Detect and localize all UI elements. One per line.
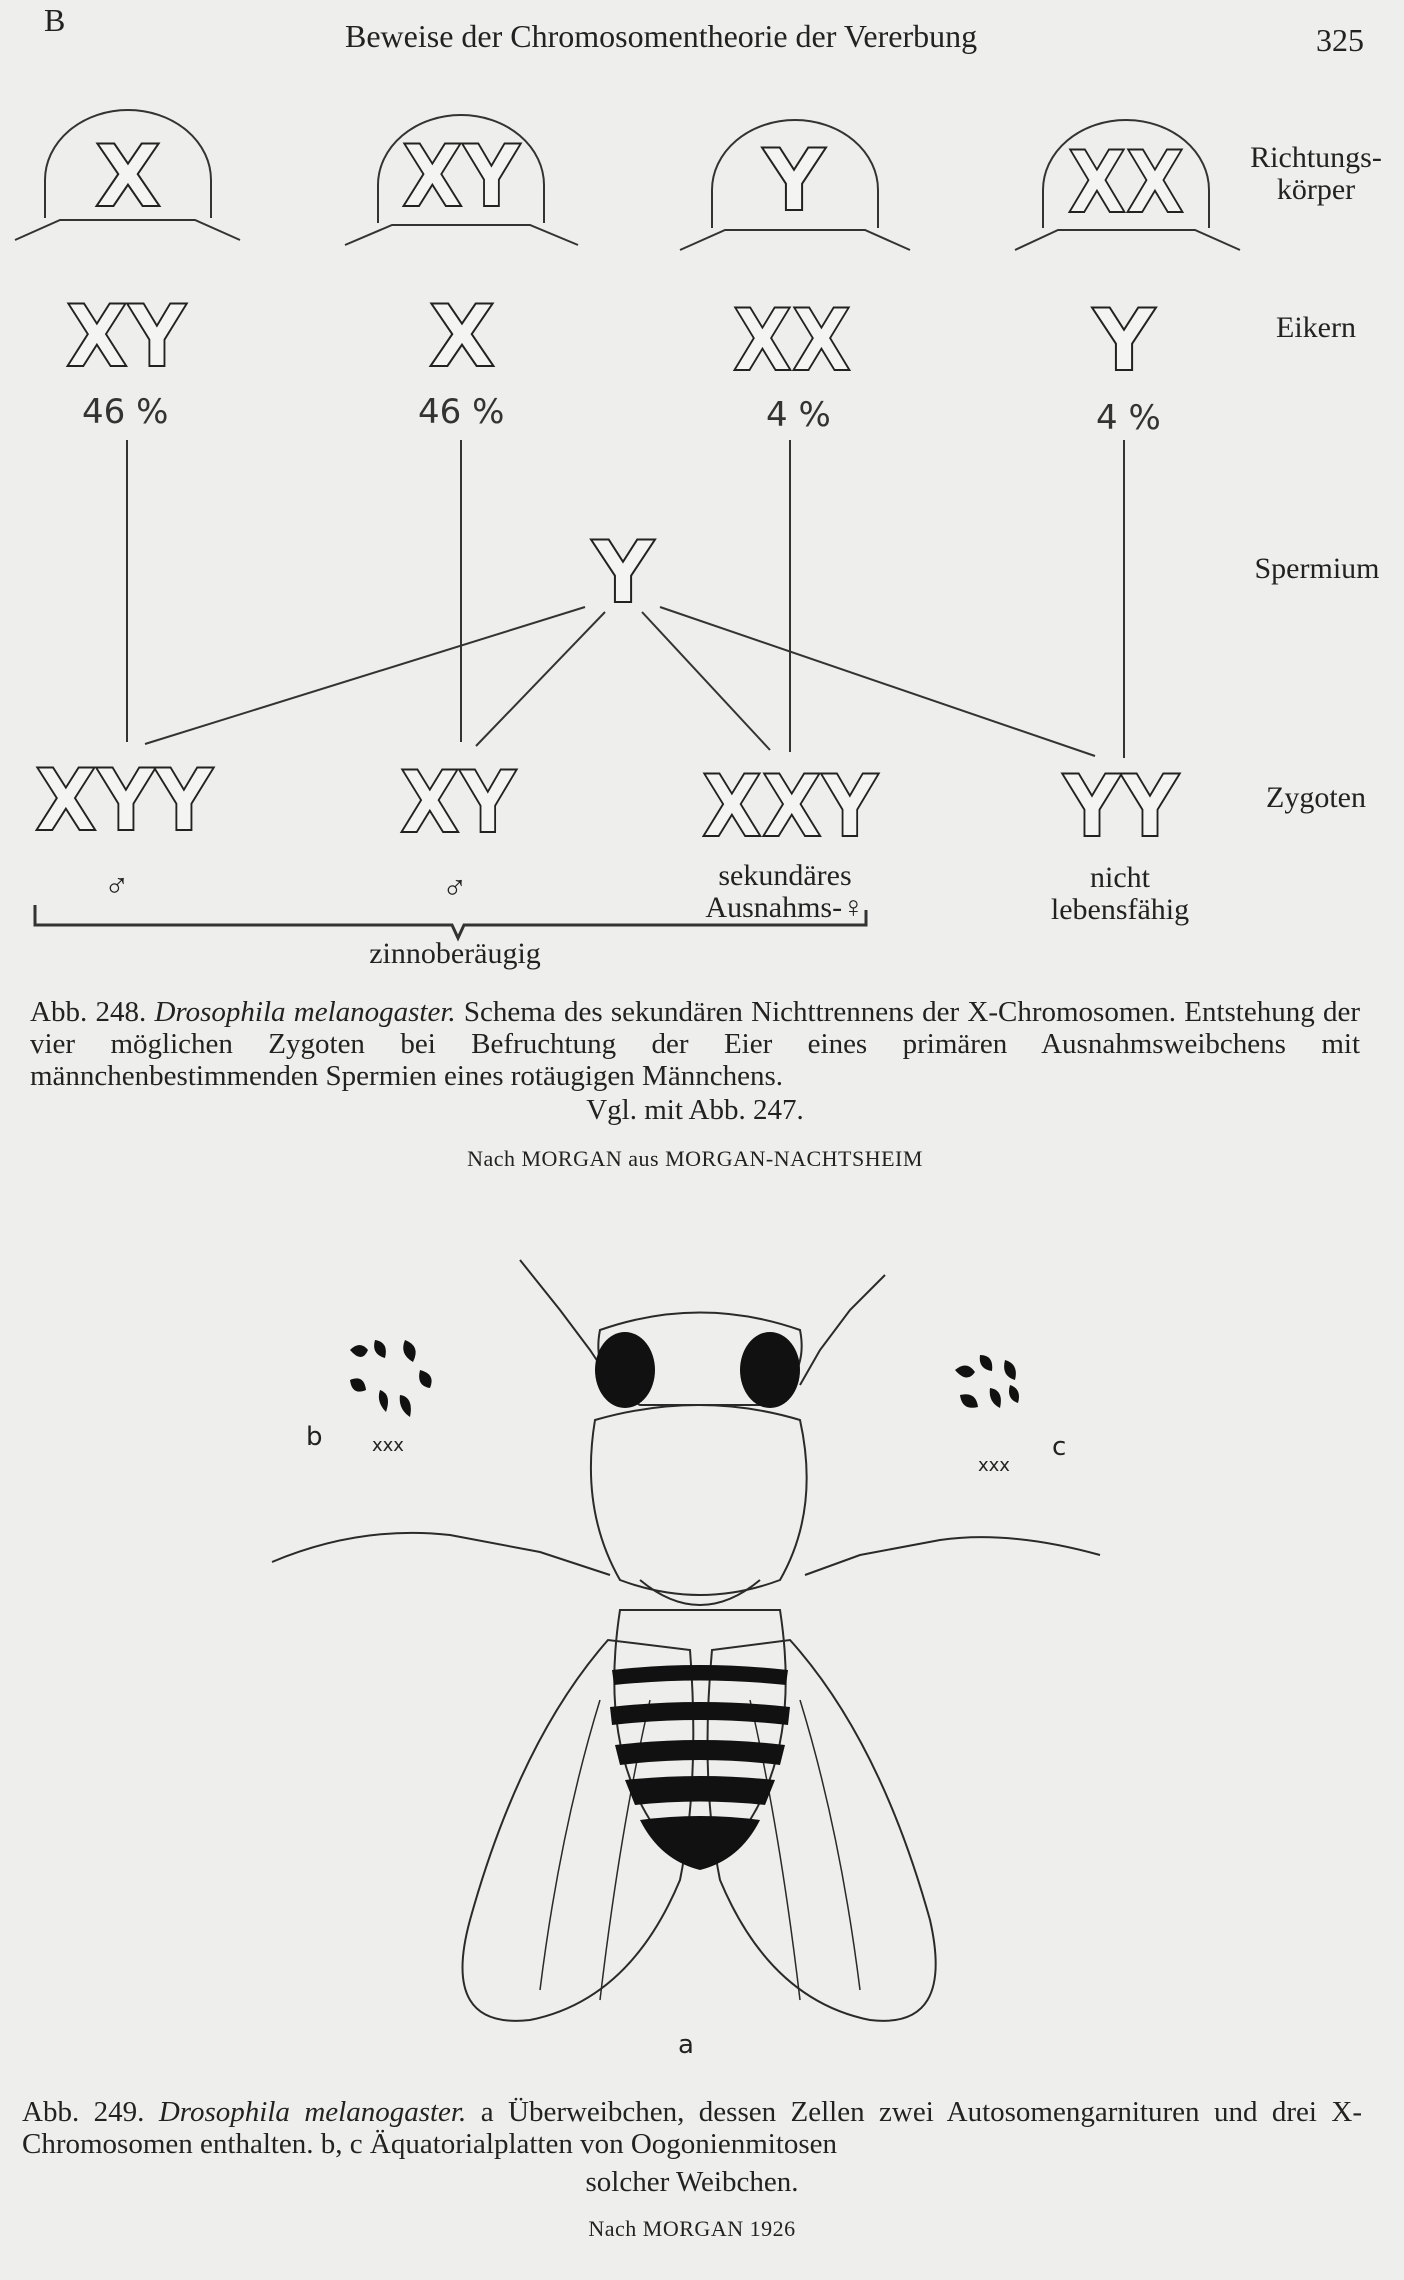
figure-248-number: Abb. 248. (30, 996, 147, 1028)
figure-249-number: Abb. 249. (22, 2096, 145, 2128)
figure-248-caption (30, 996, 1360, 1092)
figure-248-diagram (0, 0, 1404, 980)
egg-nucleus-4-text: Y (1092, 291, 1156, 391)
leg-right (805, 1537, 1100, 1575)
egg-nucleus-1-text: XY (66, 287, 188, 387)
fly-thorax (591, 1405, 807, 1595)
figure-248-source: Nach MORGAN aus MORGAN-NACHTSHEIM (467, 1146, 923, 1171)
figure-248-caption-last: Vgl. mit Abb. 247. (586, 1094, 804, 1126)
page-number: 325 (1316, 22, 1364, 58)
percentage-2: 46 % (418, 392, 505, 432)
not-viable-label: nicht lebensfähig (1050, 861, 1190, 926)
polar-body-2-text: XY (402, 127, 522, 227)
fly-abdomen (614, 1610, 785, 1850)
male-symbol-1: ♂ (104, 868, 130, 905)
brace-label: zinnoberäugig (369, 937, 541, 970)
zygote-2-text: XY (400, 753, 518, 853)
figure-249-source: Nach MORGAN 1926 (588, 2216, 796, 2241)
leg-left (272, 1533, 610, 1575)
eye-right (740, 1332, 800, 1408)
label-a: a (678, 2030, 694, 2060)
sperm-line-2 (476, 612, 605, 746)
percentage-4: 4 % (1096, 398, 1161, 438)
polar-body-1-text: X (94, 127, 162, 227)
sperm-text: Y (591, 523, 655, 623)
figure-249-species: Drosophila melanogaster. (158, 2096, 467, 2128)
zygote-4-text: YY (1062, 757, 1181, 857)
row-label-zygotes: Zygoten (1266, 781, 1366, 814)
figure-248-species: Drosophila melanogaster. (154, 996, 456, 1028)
zygote-3-text: XXY (702, 757, 880, 857)
figure-249-text: a Überweibchen, dessen Zellen zwei Autosomengarnituren und drei X-Chromosomen enthalten. b, c Äquatorialplatten von Oogonienmitosen (22, 2096, 1363, 2160)
metaphase-plate-b (350, 1340, 432, 1417)
figure-248-text: Schema des sekundären Nichttrennens der X-Chromosomen. Entstehung der vier möglichen Zygoten bei Befruchtung der Eier eines primären Ausnahmsweibchens mit männchenbestimmenden Spermien eines rotäugigen Männchens. (30, 996, 1361, 1092)
metaphase-plate-c (955, 1355, 1019, 1408)
chrom-mark-b: xxx (372, 1435, 404, 1456)
percentage-3: 4 % (766, 395, 831, 435)
zygote-1-text: XYY (35, 751, 215, 851)
section-letter: B (44, 2, 66, 38)
figure-249-illustration (0, 1180, 1404, 2060)
chrom-mark-c: xxx (978, 1455, 1010, 1476)
abdomen-stripes (610, 1665, 790, 1870)
row-label-polar-body: Richtungs- körper (1250, 141, 1382, 206)
figure-249-caption-last: solcher Weibchen. (585, 2166, 799, 2198)
eye-left (595, 1332, 655, 1408)
sperm-line-3 (642, 612, 770, 750)
egg-nucleus-3-text: XX (733, 291, 851, 391)
row-label-sperm: Spermium (1254, 552, 1380, 585)
label-b: b (306, 1422, 323, 1452)
row-label-egg-nucleus: Eikern (1276, 311, 1356, 344)
antenna-right (800, 1275, 885, 1385)
polar-body-4-text: XX (1068, 133, 1184, 233)
egg-nucleus-2-text: X (428, 287, 496, 387)
label-c: c (1052, 1432, 1067, 1462)
sperm-line-4 (660, 607, 1095, 756)
polar-body-3-text: Y (762, 131, 826, 231)
sperm-line-1 (145, 607, 585, 744)
percentage-1: 46 % (82, 392, 169, 432)
figure-249-caption (22, 2096, 1362, 2160)
secondary-exception-label: sekundäres Ausnahms-♀ (705, 859, 865, 924)
fly-scutellum (640, 1580, 760, 1605)
male-symbol-2: ♂ (442, 870, 468, 907)
running-title: Beweise der Chromosomentheorie der Vererbung (345, 18, 978, 54)
